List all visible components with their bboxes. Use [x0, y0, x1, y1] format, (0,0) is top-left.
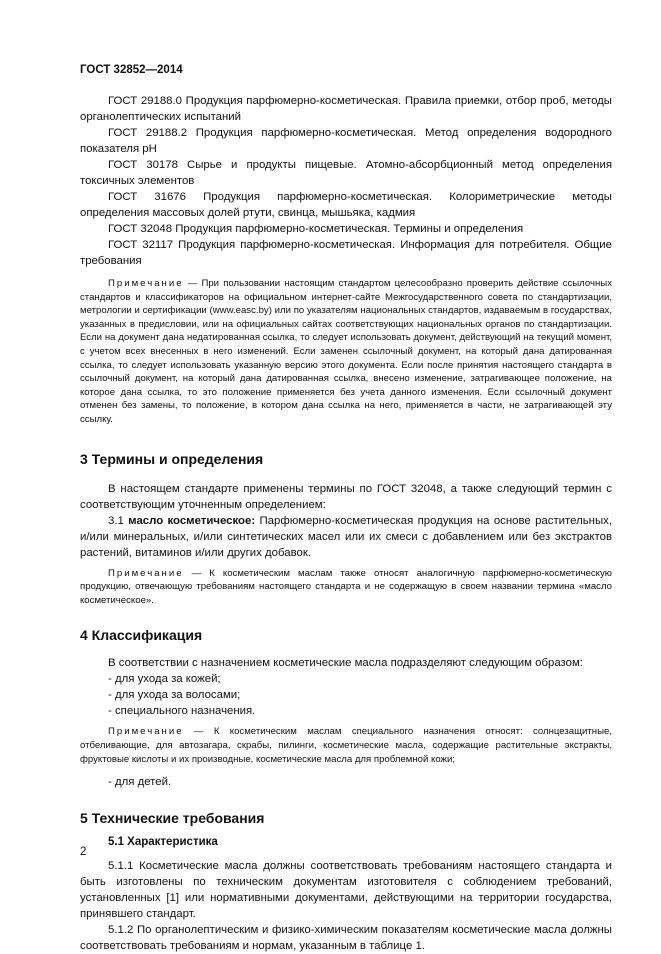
paragraph-5-1-2: 5.1.2 По органолептическим и физико-химическим показателям косметические масла должны соответствовать требованиям и нормам, указанным в таблице 1.: [80, 924, 612, 953]
note-section-3: Примечание — К косметическим маслам также относят аналогичную парфюмерно-косметическую продукцию, отвечающую требованиям настоящего стандарта и не содержащую в своем названии термина «масло косметическое».: [80, 567, 612, 606]
reference-item: ГОСТ 29188.0 Продукция парфюмерно-косметическая. Правила приемки, отбор проб, методы органолептических испытаний: [80, 95, 612, 123]
section-3-title: 3 Термины и определения: [80, 450, 264, 467]
section-4-title: 4 Классификация: [80, 627, 203, 644]
reference-item: ГОСТ 32048 Продукция парфюмерно-косметическая. Термины и определения: [108, 223, 524, 235]
term-name: масло косметическое:: [128, 514, 256, 527]
subsection-5-1-title: 5.1 Характеристика: [108, 836, 218, 849]
list-item: - для детей.: [108, 776, 172, 789]
reference-item: ГОСТ 30178 Сырье и продукты пищевые. Атомно-абсорбционный метод определения токсичных элементов: [80, 159, 612, 187]
page-number: 2: [80, 846, 87, 858]
list-item: - специального назначения.: [108, 705, 256, 718]
reference-item: ГОСТ 29188.2 Продукция парфюмерно-косметическая. Метод определения водородного показателя pH: [80, 127, 612, 155]
reference-item: ГОСТ 32117 Продукция парфюмерно-косметическая. Информация для потребителя. Общие требования: [80, 239, 612, 267]
note-section-4: Примечание — К косметическим маслам специального назначения относят: солнцезащитные, отбеливающие, для автозагара, скрабы, пилинги, косметические масла, содержащие растительные экстракты, фруктовые кислоты и их производные, косметические масла для проблемной кожи;: [80, 726, 612, 765]
section-3-intro: В настоящем стандарте применены термины по ГОСТ 32048, а также следующий термин с соответствующим уточненным определением:: [80, 482, 612, 511]
reference-item: ГОСТ 31676 Продукция парфюмерно-косметическая. Колориметрические методы определения массовых долей ртути, свинца, мышьяка, кадмия: [80, 191, 612, 219]
document-header: ГОСТ 32852—2014: [80, 64, 183, 76]
page-content: [80, 93, 612, 954]
note-references: Примечание — При пользовании настоящим стандартом целесообразно проверить действие ссылочных стандартов и классификаторов на официальном интернет-сайте Межгосударственного совета по стандартизации, метрологии и сертификации (www.easc.by) или по указателям национальных стандартов, издаваемым в государствах, указанных в предисловии, или на официальных сайтах соответствующих национальных органов по стандартизации. Если на документ дана недатированная ссылка, то следует использовать документ, действующий на текущий момент, с учетом всех внесенных в него изменений. Если заменен ссылочный документ, на который дана датированная ссылка, то следует использовать указанную версию этого документа. Если после принятия настоящего стандарта в ссылочный документ, на который дана датированная ссылка, внесено изменение, затрагивающее положение, на которое дана ссылка, то это положение применяется без учета данного изменения. Если ссылочный документ отменен без замены, то положение, в котором дана ссылка на него, применяется в части, не затрагивающей эту ссылку.: [80, 278, 612, 425]
section-4-intro: В соответствии с назначением косметические масла подразделяют следующим образом:: [108, 657, 583, 670]
list-item: - для ухода за волосами;: [108, 689, 241, 702]
term-definition: 3.1 масло косметическое: Парфюмерно-косметическая продукция на основе растительных, и/или минеральных, и/или синтетических масел или их смеси с добавлением или без экстрактов растений, витаминов и/или других добавок.: [80, 514, 613, 559]
paragraph-5-1-1: 5.1.1 Косметические масла должны соответствовать требованиям настоящего стандарта и быть изготовлены по техническим документам изготовителя с соблюдением требований, установленных [1] или нормативными документами, действующими на территории государства, принявшего стандарт.: [80, 860, 612, 921]
list-item: - для ухода за кожей;: [108, 673, 221, 686]
section-5-title: 5 Технические требования: [80, 810, 265, 827]
